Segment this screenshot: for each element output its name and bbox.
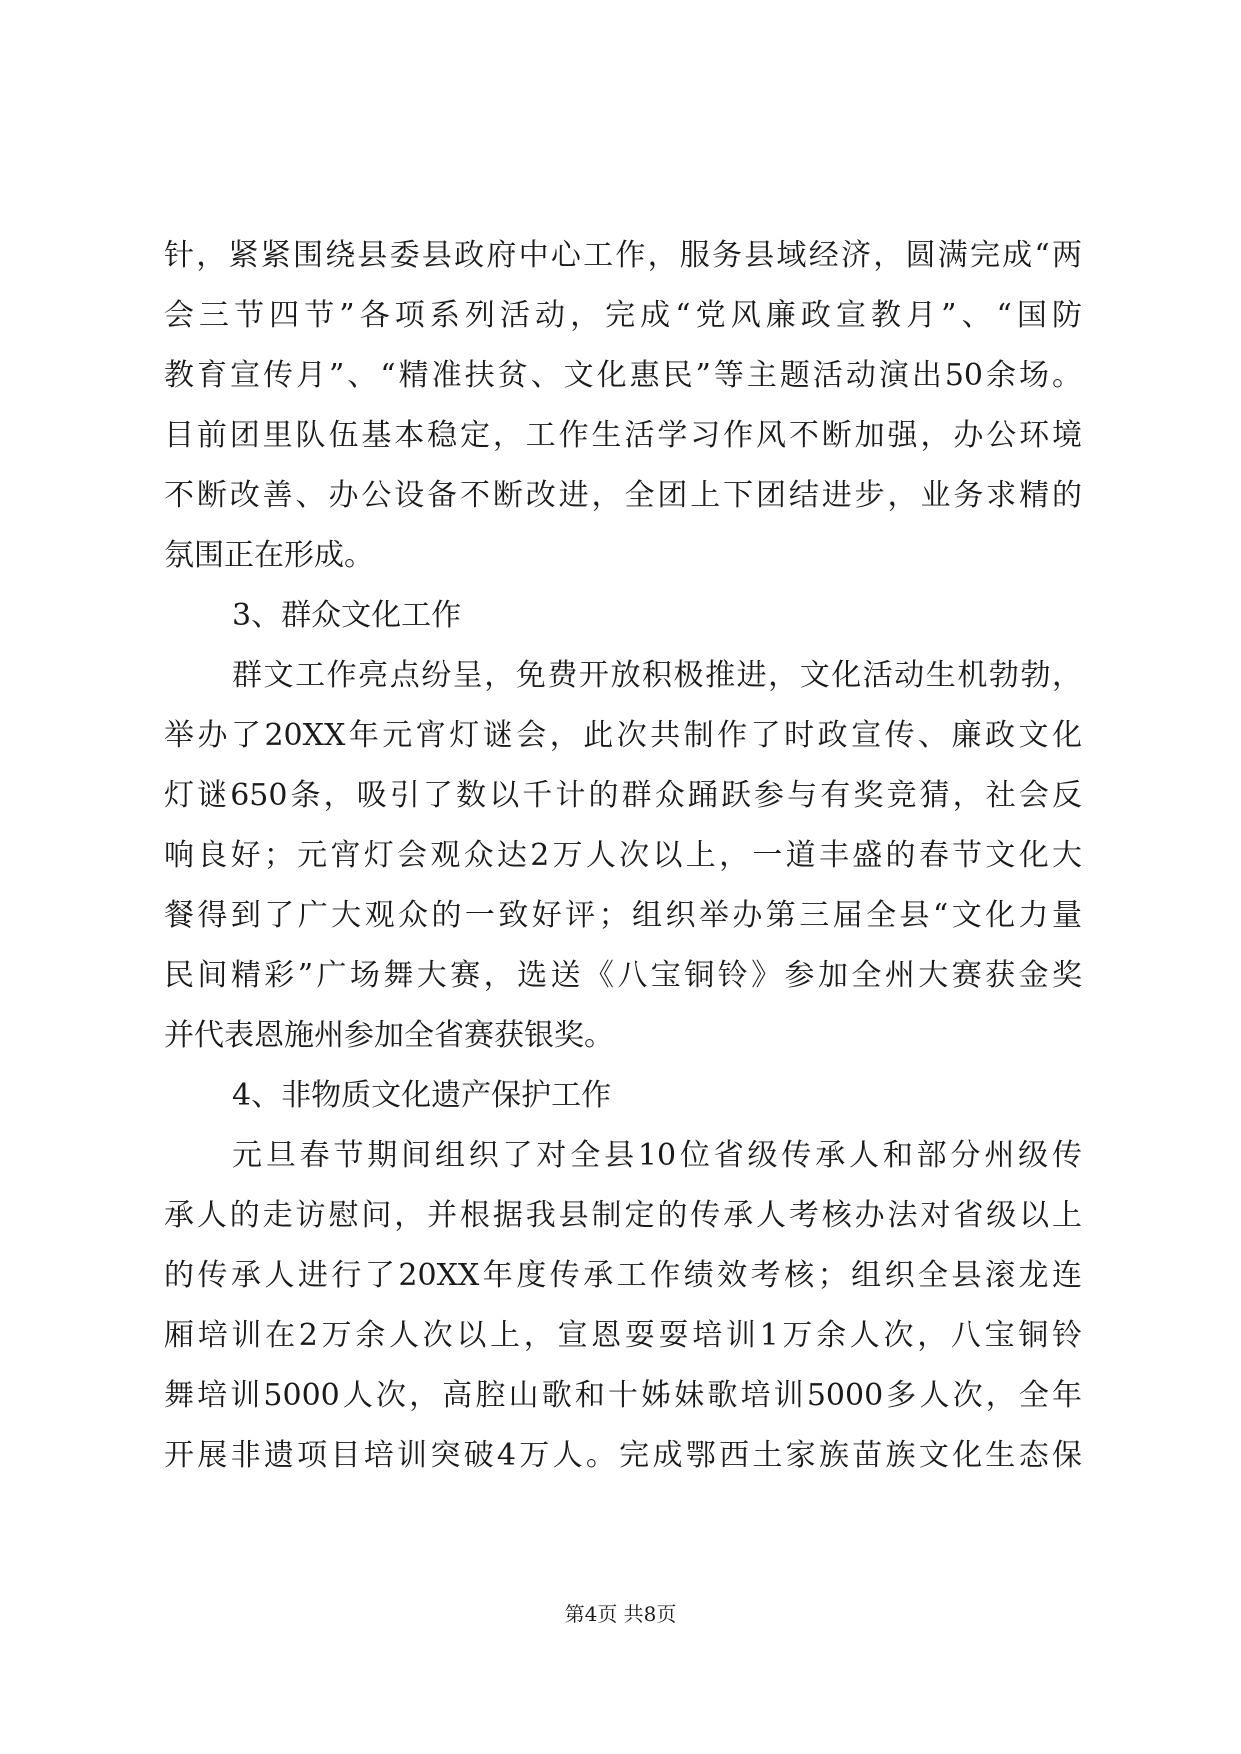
text-line: 并代表恩施州参加全省赛获银奖。 (164, 1018, 614, 1053)
paragraph-mass-culture (164, 646, 1082, 1066)
text-line: 餐得到了广大观众的一致好评；组织举办第三届全县“文化力量 (164, 898, 1082, 933)
section-heading-intangible-heritage: 4、非物质文化遗产保护工作 (232, 1078, 612, 1113)
text-line: 响良好；元宵灯会观众达2万人次以上，一道丰盛的春节文化大 (164, 838, 1082, 873)
text-line: 承人的走访慰问，并根据我县制定的传承人考核办法对省级以上 (164, 1198, 1082, 1233)
text-line: 目前团里队伍基本稳定，工作生活学习作风不断加强，办公环境 (164, 418, 1082, 453)
text-line: 民间精彩”广场舞大赛，选送《八宝铜铃》参加全州大赛获金奖 (164, 958, 1082, 993)
paragraph-continued (164, 226, 1082, 586)
text-line: 开展非遗项目培训突破4万人。完成鄂西土家族苗族文化生态保 (164, 1438, 1082, 1473)
paragraph-intangible-heritage (164, 1126, 1082, 1486)
text-line: 群文工作亮点纷呈，免费开放积极推进，文化活动生机勃勃， (232, 658, 1082, 693)
page-number-footer: 第4页 共8页 (564, 1602, 677, 1626)
section-heading-mass-culture: 3、群众文化工作 (232, 598, 462, 633)
text-line: 的传承人进行了20XX年度传承工作绩效考核；组织全县滚龙连 (164, 1258, 1082, 1293)
document-body (164, 226, 1082, 1486)
text-line: 灯谜650条，吸引了数以千计的群众踊跃参与有奖竞猜，社会反 (164, 778, 1082, 813)
text-line: 针，紧紧围绕县委县政府中心工作，服务县域经济，圆满完成“两 (164, 238, 1082, 273)
text-line: 教育宣传月”、“精准扶贫、文化惠民”等主题活动演出50余场。 (164, 358, 1082, 393)
text-line: 不断改善、办公设备不断改进，全团上下团结进步，业务求精的 (164, 478, 1082, 513)
text-line: 元旦春节期间组织了对全县10位省级传承人和部分州级传 (232, 1138, 1082, 1173)
text-line: 氛围正在形成。 (164, 538, 374, 573)
text-line: 舞培训5000人次，高腔山歌和十姊妹歌培训5000多人次，全年 (164, 1378, 1082, 1413)
text-line: 会三节四节”各项系列活动，完成“党风廉政宣教月”、“国防 (164, 298, 1082, 333)
text-line: 厢培训在2万余人次以上，宣恩耍耍培训1万余人次，八宝铜铃 (164, 1318, 1082, 1353)
text-line: 举办了20XX年元宵灯谜会，此次共制作了时政宣传、廉政文化 (164, 718, 1082, 753)
